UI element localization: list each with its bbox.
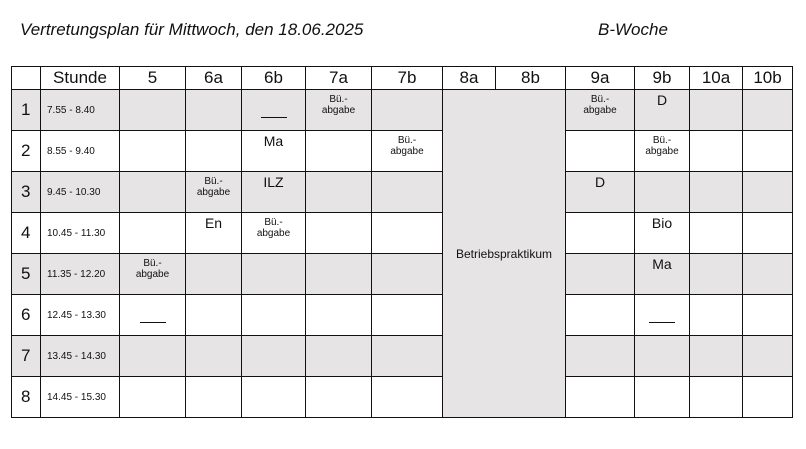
column-header-7a: 7a <box>306 67 372 90</box>
period-number: 8 <box>12 377 41 418</box>
cell-7b <box>372 254 443 295</box>
cell-10b <box>743 213 793 254</box>
cell-7a <box>306 377 372 418</box>
cell-6b <box>242 172 306 213</box>
cell-entry: D <box>594 174 606 190</box>
column-header-8a: 8a <box>443 67 496 90</box>
cell-9a <box>566 254 635 295</box>
period-number: 4 <box>12 213 41 254</box>
period-number: 7 <box>12 336 41 377</box>
column-header-10a: 10a <box>690 67 743 90</box>
cell-6b <box>242 336 306 377</box>
merged-cell-label: Betriebspraktikum <box>455 246 553 261</box>
cell-entry: ILZ <box>263 174 284 190</box>
cell-6a <box>186 295 242 336</box>
cell-10b <box>743 254 793 295</box>
cell-9a <box>566 172 635 213</box>
cell-9a <box>566 336 635 377</box>
period-time: 10.45 - 11.30 <box>41 213 120 254</box>
period-number: 2 <box>12 131 41 172</box>
merged-cell-internship <box>443 90 566 418</box>
cell-entry: Bü.- abgabe <box>390 135 424 157</box>
cancelled-dash <box>649 322 675 323</box>
cell-6b <box>242 213 306 254</box>
column-header-5: 5 <box>120 67 186 90</box>
cell-6a <box>186 131 242 172</box>
cell-7b <box>372 90 443 131</box>
cell-7b <box>372 131 443 172</box>
cell-10a <box>690 254 743 295</box>
period-time: 9.45 - 10.30 <box>41 172 120 213</box>
cell-9b <box>635 254 690 295</box>
cell-10b <box>743 172 793 213</box>
cell-9b <box>635 336 690 377</box>
cell-6b <box>242 254 306 295</box>
column-header-stunde: Stunde <box>41 67 120 90</box>
column-header-8b: 8b <box>496 67 566 90</box>
column-header-9a: 9a <box>566 67 635 90</box>
cell-6b <box>242 295 306 336</box>
cell-6b <box>242 90 306 131</box>
period-time: 13.45 - 14.30 <box>41 336 120 377</box>
cell-entry: En <box>204 215 223 231</box>
table-row <box>12 172 793 213</box>
cell-9b <box>635 90 690 131</box>
period-time: 7.55 - 8.40 <box>41 90 120 131</box>
cell-entry: Bü.- abgabe <box>256 217 291 239</box>
cell-7b <box>372 295 443 336</box>
period-time: 12.45 - 13.30 <box>41 295 120 336</box>
substitution-table <box>11 66 793 418</box>
cell-9b <box>635 377 690 418</box>
cell-5 <box>120 377 186 418</box>
cell-entry: Bü.- abgabe <box>196 176 231 198</box>
cell-10a <box>690 295 743 336</box>
period-number: 1 <box>12 90 41 131</box>
period-number: 5 <box>12 254 41 295</box>
column-header-empty <box>12 67 41 90</box>
column-header-10b: 10b <box>743 67 793 90</box>
period-time: 11.35 - 12.20 <box>41 254 120 295</box>
cell-6a <box>186 336 242 377</box>
column-header-9b: 9b <box>635 67 690 90</box>
cell-entry: Bü.- abgabe <box>135 258 170 280</box>
cell-7a <box>306 131 372 172</box>
cell-5 <box>120 90 186 131</box>
cell-9a <box>566 377 635 418</box>
cell-9a <box>566 131 635 172</box>
week-label: B-Woche <box>598 20 668 39</box>
cell-6a <box>186 377 242 418</box>
cancelled-dash <box>261 117 287 118</box>
cell-6b <box>242 131 306 172</box>
cell-9b <box>635 131 690 172</box>
cell-9b <box>635 213 690 254</box>
table-header-row <box>12 67 793 90</box>
cell-entry: Bio <box>651 215 673 231</box>
cell-7a <box>306 336 372 377</box>
cell-5 <box>120 172 186 213</box>
cell-5 <box>120 336 186 377</box>
cell-6a <box>186 172 242 213</box>
cell-10a <box>690 172 743 213</box>
table-row <box>12 336 793 377</box>
cell-entry: Bü.- abgabe <box>645 135 679 157</box>
cell-6b <box>242 377 306 418</box>
cell-10b <box>743 90 793 131</box>
cell-10b <box>743 377 793 418</box>
cell-9a <box>566 295 635 336</box>
cell-10b <box>743 295 793 336</box>
cell-entry: D <box>656 92 668 108</box>
cell-10a <box>690 213 743 254</box>
table-row <box>12 213 793 254</box>
cancelled-dash <box>140 322 166 323</box>
cell-9b <box>635 172 690 213</box>
table-row <box>12 254 793 295</box>
cell-7a <box>306 213 372 254</box>
column-header-7b: 7b <box>372 67 443 90</box>
cell-7a <box>306 254 372 295</box>
cell-6a <box>186 213 242 254</box>
cell-6a <box>186 90 242 131</box>
cell-7b <box>372 377 443 418</box>
cell-entry: Bü.- abgabe <box>583 94 617 116</box>
column-header-6a: 6a <box>186 67 242 90</box>
cell-10a <box>690 336 743 377</box>
cell-5 <box>120 213 186 254</box>
cell-6a <box>186 254 242 295</box>
period-time: 8.55 - 9.40 <box>41 131 120 172</box>
table-row <box>12 90 793 131</box>
period-time: 14.45 - 15.30 <box>41 377 120 418</box>
period-number: 3 <box>12 172 41 213</box>
cell-9b <box>635 295 690 336</box>
cell-7a <box>306 295 372 336</box>
cell-entry: Ma <box>652 256 672 272</box>
cell-7a <box>306 172 372 213</box>
page-title: Vertretungsplan für Mittwoch, den 18.06.2025 <box>20 20 364 39</box>
cell-10a <box>690 90 743 131</box>
period-number: 6 <box>12 295 41 336</box>
cell-entry: Bü.- abgabe <box>321 94 356 116</box>
cell-5 <box>120 131 186 172</box>
cell-10b <box>743 131 793 172</box>
cell-10a <box>690 377 743 418</box>
table-row <box>12 377 793 418</box>
cell-10b <box>743 336 793 377</box>
cell-7b <box>372 172 443 213</box>
cell-5 <box>120 254 186 295</box>
cell-7b <box>372 336 443 377</box>
cell-9a <box>566 90 635 131</box>
table-row <box>12 295 793 336</box>
cell-7b <box>372 213 443 254</box>
table-row <box>12 131 793 172</box>
cell-7a <box>306 90 372 131</box>
cell-5 <box>120 295 186 336</box>
cell-10a <box>690 131 743 172</box>
column-header-6b: 6b <box>242 67 306 90</box>
cell-9a <box>566 213 635 254</box>
cell-entry: Ma <box>263 133 284 149</box>
